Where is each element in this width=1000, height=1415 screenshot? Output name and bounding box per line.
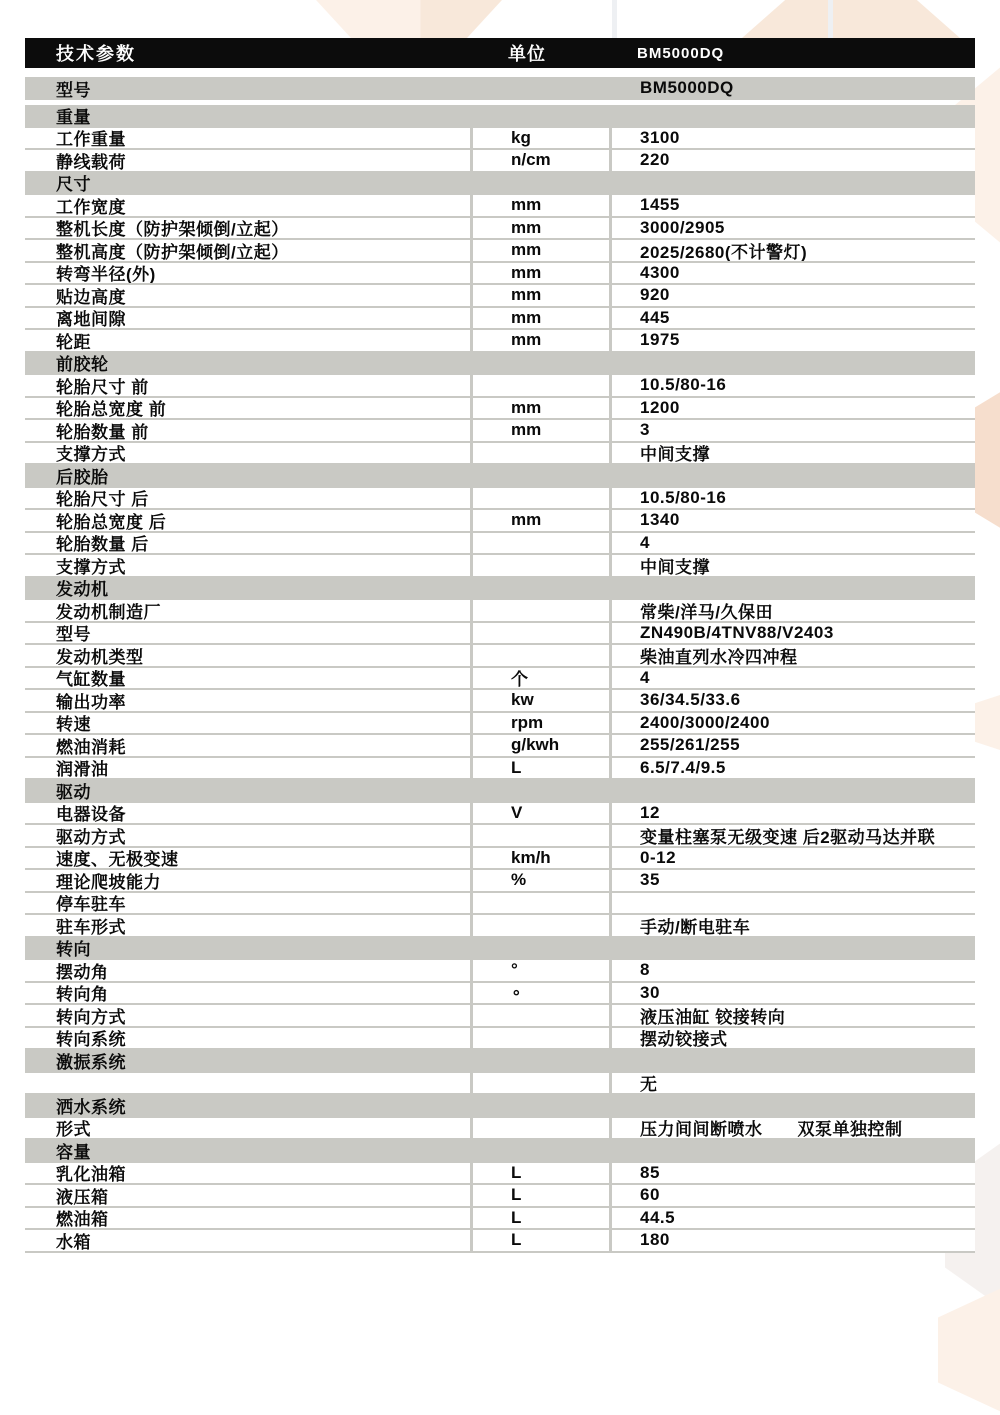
row-unit: L — [473, 1208, 609, 1229]
table-row — [25, 375, 975, 398]
table-row — [25, 488, 975, 511]
row-label: 形式 — [25, 1118, 470, 1139]
row-value: 中间支撑 — [612, 555, 975, 576]
row-value: 8 — [612, 960, 975, 981]
table-body — [25, 77, 975, 1253]
table-row — [25, 308, 975, 331]
row-label: 型号 — [56, 80, 91, 100]
row-value: 44.5 — [612, 1208, 975, 1229]
table-row — [25, 263, 975, 286]
header-gap — [25, 68, 975, 77]
row-unit — [473, 1073, 609, 1094]
row-label: 轮胎数量 后 — [25, 533, 470, 554]
table-row — [25, 285, 975, 308]
table-row — [25, 353, 975, 376]
row-label: 燃油箱 — [25, 1208, 470, 1229]
table-row — [25, 150, 975, 173]
table-row — [25, 443, 975, 466]
row-label: 激振系统 — [56, 1052, 126, 1071]
row-value: 1200 — [612, 398, 975, 419]
row-label: 理论爬坡能力 — [25, 870, 470, 891]
row-value: 60 — [612, 1185, 975, 1206]
row-unit — [473, 105, 609, 126]
table-row — [25, 960, 975, 983]
divider-decoration — [612, 0, 617, 38]
row-value: 2025/2680(不计警灯) — [612, 240, 975, 261]
row-value — [612, 105, 975, 126]
row-label: 发动机制造厂 — [25, 600, 470, 621]
row-value: 液压油缸 铰接转向 — [612, 1005, 975, 1026]
row-label: 摆动角 — [25, 960, 470, 981]
row-label: 轮距 — [25, 330, 470, 351]
table-row — [25, 128, 975, 151]
row-unit — [473, 645, 609, 666]
row-value: 35 — [612, 870, 975, 891]
row-label: 型号 — [25, 623, 470, 644]
row-unit — [473, 915, 609, 936]
row-label: 气缸数量 — [25, 668, 470, 689]
row-unit — [473, 555, 609, 576]
spec-table — [25, 38, 975, 1253]
row-unit: L — [473, 1185, 609, 1206]
table-row — [25, 915, 975, 938]
row-unit: mm — [473, 240, 609, 261]
row-unit — [473, 780, 609, 801]
row-label: 尺寸 — [56, 175, 91, 193]
row-unit — [473, 1140, 609, 1161]
table-row — [25, 1005, 975, 1028]
table-header — [25, 38, 975, 68]
row-label: 停车驻车 — [25, 893, 470, 914]
row-label: 润滑油 — [25, 758, 470, 779]
row-label: 静线载荷 — [25, 150, 470, 171]
table-row — [25, 623, 975, 646]
table-row — [25, 668, 975, 691]
row-value — [612, 578, 975, 599]
row-value: 30 — [612, 983, 975, 1004]
row-unit — [473, 375, 609, 396]
table-row — [25, 870, 975, 893]
row-unit: mm — [473, 510, 609, 531]
row-value: 手动/断电驻车 — [612, 915, 975, 936]
row-label: 水箱 — [25, 1230, 470, 1251]
row-label: 整机长度（防护架倾倒/立起） — [25, 218, 470, 239]
row-label: 输出功率 — [25, 690, 470, 711]
row-value: 10.5/80-16 — [612, 488, 975, 509]
row-unit: g/kwh — [473, 735, 609, 756]
row-label: 乳化油箱 — [25, 1163, 470, 1184]
row-unit: mm — [473, 308, 609, 329]
row-value: 中间支撑 — [612, 443, 975, 464]
row-unit: rpm — [473, 713, 609, 734]
table-row — [25, 77, 975, 100]
table-row — [25, 398, 975, 421]
table-row — [25, 330, 975, 353]
row-value: BM5000DQ — [640, 78, 734, 98]
hexagon-decoration — [938, 1285, 1000, 1415]
row-value: 220 — [612, 150, 975, 171]
table-row — [25, 578, 975, 601]
row-label: 转向方式 — [25, 1005, 470, 1026]
row-label: 贴边高度 — [25, 285, 470, 306]
table-row — [25, 735, 975, 758]
row-unit: L — [473, 1230, 609, 1251]
row-value: 无 — [612, 1073, 975, 1094]
row-label: 发动机类型 — [25, 645, 470, 666]
row-value: 12 — [612, 803, 975, 824]
row-unit: mm — [473, 420, 609, 441]
model-column-header: BM5000DQ — [637, 44, 725, 62]
row-label: 整机高度（防护架倾倒/立起） — [25, 240, 470, 261]
row-label: 驱动 — [56, 782, 91, 801]
row-unit: ° — [473, 960, 609, 981]
row-label: 重量 — [56, 107, 91, 126]
table-row — [25, 1050, 975, 1073]
row-label: 转向系统 — [25, 1028, 470, 1049]
row-label: 轮胎总宽度 前 — [25, 398, 470, 419]
row-label: 工作重量 — [25, 128, 470, 149]
table-row — [25, 240, 975, 263]
table-row — [25, 1230, 975, 1253]
row-label: 转弯半径(外) — [25, 263, 470, 284]
row-unit: mm — [473, 285, 609, 306]
row-value — [612, 780, 975, 801]
row-value: 摆动铰接式 — [612, 1028, 975, 1049]
row-unit: ∘ — [473, 983, 609, 1004]
table-row — [25, 938, 975, 961]
row-label: 速度、无极变速 — [25, 848, 470, 869]
row-unit — [473, 623, 609, 644]
table-row — [25, 690, 975, 713]
table-row — [25, 420, 975, 443]
row-value: 变量柱塞泵无级变速 后2驱动马达并联 — [612, 825, 975, 846]
row-unit — [473, 173, 609, 194]
row-unit — [473, 825, 609, 846]
table-row — [25, 533, 975, 556]
table-row — [25, 825, 975, 848]
row-label: 燃油消耗 — [25, 735, 470, 756]
row-unit: L — [473, 1163, 609, 1184]
row-unit: km/h — [473, 848, 609, 869]
row-value: 920 — [612, 285, 975, 306]
row-label: 转向角 — [25, 983, 470, 1004]
table-row — [25, 1073, 975, 1096]
row-unit — [473, 1118, 609, 1139]
table-row — [25, 645, 975, 668]
row-unit — [473, 443, 609, 464]
row-unit: % — [473, 870, 609, 891]
row-label: 容量 — [56, 1142, 91, 1161]
row-value: ZN490B/4TNV88/V2403 — [612, 623, 975, 644]
row-unit — [473, 1050, 609, 1071]
page-title: 技术参数 — [56, 44, 136, 64]
row-value: 10.5/80-16 — [612, 375, 975, 396]
row-value — [612, 893, 975, 914]
table-row — [25, 1185, 975, 1208]
table-row — [25, 510, 975, 533]
table-row — [25, 1095, 975, 1118]
row-value — [612, 173, 975, 194]
row-label: 后胶胎 — [56, 467, 109, 486]
row-label: 轮胎尺寸 前 — [25, 375, 470, 396]
table-row — [25, 848, 975, 871]
row-unit: 个 — [473, 668, 609, 689]
row-value — [612, 1140, 975, 1161]
row-unit: n/cm — [473, 150, 609, 171]
row-unit: mm — [473, 398, 609, 419]
row-unit — [473, 465, 609, 486]
table-row — [25, 758, 975, 781]
row-unit — [473, 600, 609, 621]
row-label: 支撑方式 — [25, 443, 470, 464]
row-value: 36/34.5/33.6 — [612, 690, 975, 711]
table-row — [25, 1028, 975, 1051]
row-unit — [473, 1005, 609, 1026]
row-value: 85 — [612, 1163, 975, 1184]
row-label — [25, 1073, 470, 1094]
row-value: 1455 — [612, 195, 975, 216]
row-label: 液压箱 — [25, 1185, 470, 1206]
row-value: 3 — [612, 420, 975, 441]
row-value — [612, 1050, 975, 1071]
hexagon-decoration — [293, 0, 525, 38]
row-unit: V — [473, 803, 609, 824]
row-unit: mm — [473, 195, 609, 216]
row-value: 3100 — [612, 128, 975, 149]
row-value: 4300 — [612, 263, 975, 284]
row-unit — [473, 353, 609, 374]
table-row — [25, 105, 975, 128]
table-row — [25, 555, 975, 578]
row-value: 0-12 — [612, 848, 975, 869]
row-value: 2400/3000/2400 — [612, 713, 975, 734]
row-unit — [473, 893, 609, 914]
row-value: 255/261/255 — [612, 735, 975, 756]
table-row — [25, 218, 975, 241]
row-value: 1340 — [612, 510, 975, 531]
row-label: 轮胎尺寸 后 — [25, 488, 470, 509]
triangle-decoration — [742, 0, 960, 38]
table-row — [25, 195, 975, 218]
row-unit — [473, 1028, 609, 1049]
row-value: 3000/2905 — [612, 218, 975, 239]
row-unit — [473, 488, 609, 509]
row-value — [612, 465, 975, 486]
table-row — [25, 983, 975, 1006]
row-label: 离地间隙 — [25, 308, 470, 329]
row-label: 驱动方式 — [25, 825, 470, 846]
row-value: 180 — [612, 1230, 975, 1251]
row-label: 发动机 — [56, 580, 109, 598]
row-label: 轮胎数量 前 — [25, 420, 470, 441]
table-row — [25, 1118, 975, 1141]
row-unit: mm — [473, 330, 609, 351]
table-row — [25, 1208, 975, 1231]
row-value — [612, 353, 975, 374]
row-value — [612, 1095, 975, 1116]
row-label: 支撑方式 — [25, 555, 470, 576]
divider-decoration — [828, 0, 833, 38]
row-unit — [473, 578, 609, 599]
row-value: 柴油直列水冷四冲程 — [612, 645, 975, 666]
row-value — [612, 938, 975, 959]
row-value: 445 — [612, 308, 975, 329]
table-row — [25, 173, 975, 196]
row-unit — [473, 1095, 609, 1116]
row-unit — [473, 533, 609, 554]
row-unit: mm — [473, 218, 609, 239]
table-row — [25, 803, 975, 826]
unit-column-header: 单位 — [508, 44, 546, 64]
row-unit: mm — [473, 263, 609, 284]
row-value: 压力间间断喷水 双泵单独控制 — [612, 1118, 975, 1139]
row-unit: kw — [473, 690, 609, 711]
row-value: 1975 — [612, 330, 975, 351]
row-label: 工作宽度 — [25, 195, 470, 216]
row-unit — [473, 77, 609, 100]
row-unit — [473, 938, 609, 959]
table-row — [25, 465, 975, 488]
table-row — [25, 893, 975, 916]
row-label: 驻车形式 — [25, 915, 470, 936]
row-label: 转向 — [56, 940, 91, 958]
table-row — [25, 1140, 975, 1163]
table-row — [25, 713, 975, 736]
row-label: 前胶轮 — [56, 355, 109, 373]
row-unit: L — [473, 758, 609, 779]
row-label: 电器设备 — [25, 803, 470, 824]
row-label: 轮胎总宽度 后 — [25, 510, 470, 531]
row-value: 常柴/洋马/久保田 — [612, 600, 975, 621]
row-value: 6.5/7.4/9.5 — [612, 758, 975, 779]
row-value: 4 — [612, 533, 975, 554]
table-row — [25, 1163, 975, 1186]
table-row — [25, 780, 975, 803]
row-label: 转速 — [25, 713, 470, 734]
table-row — [25, 600, 975, 623]
row-unit: kg — [473, 128, 609, 149]
row-label: 洒水系统 — [56, 1097, 126, 1116]
row-value: 4 — [612, 668, 975, 689]
